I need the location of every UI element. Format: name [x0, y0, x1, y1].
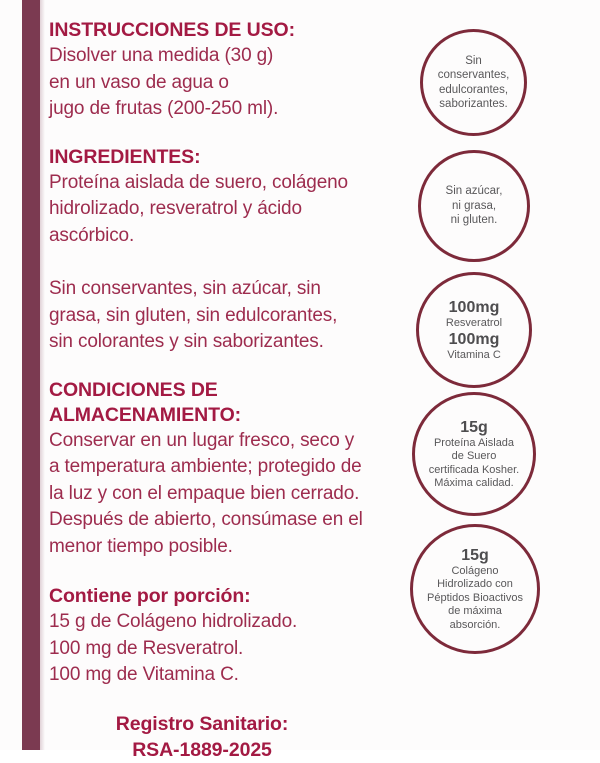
claim-badges-column — [404, 0, 600, 750]
badge-4-amount: 15g — [461, 546, 489, 564]
storage-body — [49, 428, 401, 561]
badge-proteina-aislada-suero — [412, 392, 536, 516]
ingredients-heading: INGREDIENTES: — [49, 145, 201, 168]
badge-2-label-1: Resveratrol — [445, 316, 503, 329]
per-serving-line-1: 15 g de Colágeno hidrolizado. — [49, 611, 298, 632]
ingredients-block — [49, 145, 401, 250]
badge-3-line-1: Proteína Aislada — [433, 436, 515, 449]
free-from-block — [49, 276, 401, 356]
badge-4-line-4: de máxima — [448, 605, 502, 618]
badge-4-line-2: Hidrolizado con — [437, 578, 513, 591]
badge-3-line-4: Máxima calidad. — [434, 477, 514, 489]
instructions-heading: INSTRUCCIONES DE USO: — [49, 19, 296, 41]
free-from-body — [49, 276, 401, 356]
badge-1-line-1: Sin azúcar, — [445, 185, 503, 198]
badge-2-amount-1: 100mg — [448, 298, 500, 316]
badge-resveratrol-vitamina-c — [416, 272, 532, 388]
per-serving-body — [49, 609, 401, 689]
badge-0-line-1: Sin — [465, 54, 482, 67]
storage-line-1: Conservar en un lugar fresco, seco y — [49, 429, 355, 451]
storage-line-2: a temperatura ambiente; protegido de — [49, 456, 362, 477]
registry-block — [49, 711, 401, 763]
free-from-line-3: sin colorantes y sin saborizantes. — [49, 331, 324, 352]
ingredients-line-2: hidrolizado, resveratrol y ácido — [49, 198, 302, 219]
left-edge-shadow — [40, 0, 45, 750]
badge-colageno-hidrolizado — [410, 524, 540, 654]
per-serving-block — [49, 584, 401, 689]
per-serving-line-3: 100 mg de Vitamina C. — [49, 664, 239, 685]
instructions-body — [49, 43, 401, 123]
ingredients-line-1: Proteína aislada de suero, colágeno — [49, 171, 348, 193]
storage-heading-line-2: ALMACENAMIENTO: — [49, 403, 242, 426]
badge-4-line-1: Colágeno — [451, 564, 499, 577]
instructions-line-1: Disolver una medida (30 g) — [49, 45, 274, 66]
badge-2-amount-2: 100mg — [448, 331, 500, 348]
badge-4-line-3: Péptidos Bioactivos — [427, 591, 523, 604]
badge-1-line-3: ni gluten. — [450, 214, 498, 227]
badge-0-line-4: saborizantes. — [439, 98, 508, 110]
free-from-line-1: Sin conservantes, sin azúcar, sin — [49, 278, 321, 299]
badge-3-amount: 15g — [460, 418, 488, 436]
badge-0-line-3: edulcorantes, — [438, 83, 509, 96]
storage-block — [49, 378, 401, 561]
instructions-line-3: jugo de frutas (200-250 ml). — [49, 98, 279, 119]
badge-0-line-2: conservantes, — [437, 69, 510, 81]
registry-label: Registro Sanitario: — [115, 712, 289, 735]
badge-3-line-3: certificada Kosher. — [428, 463, 520, 476]
per-serving-line-2: 100 mg de Resveratrol. — [49, 637, 244, 659]
storage-heading-line-1: CONDICIONES DE — [49, 378, 218, 401]
per-serving-heading: Contiene por porción: — [49, 585, 251, 607]
badge-1-line-2: ni grasa, — [451, 199, 497, 212]
badge-4-line-5: absorción. — [449, 618, 501, 631]
storage-heading — [49, 378, 401, 428]
ingredients-body — [49, 170, 401, 250]
badge-sin-azucar — [418, 150, 530, 262]
left-edge-stripe — [22, 0, 40, 750]
storage-line-4: Después de abierto, consúmase en el — [49, 509, 363, 530]
badge-2-label-2: Vitamina C — [447, 349, 501, 361]
ingredients-line-3: ascórbico. — [49, 224, 135, 246]
badge-sin-conservantes — [420, 29, 527, 136]
badge-3-line-2: de Suero — [451, 450, 497, 462]
storage-line-3: la luz y con el empaque bien cerrado. — [49, 482, 360, 504]
free-from-line-2: grasa, sin gluten, sin edulcorantes, — [49, 304, 338, 326]
registry-number: RSA-1889-2025 — [132, 738, 272, 761]
instructions-block — [49, 18, 401, 123]
instructions-line-2: en un vaso de agua o — [49, 71, 229, 93]
storage-line-5: menor tiempo posible. — [49, 535, 233, 557]
label-text-column — [49, 18, 401, 763]
